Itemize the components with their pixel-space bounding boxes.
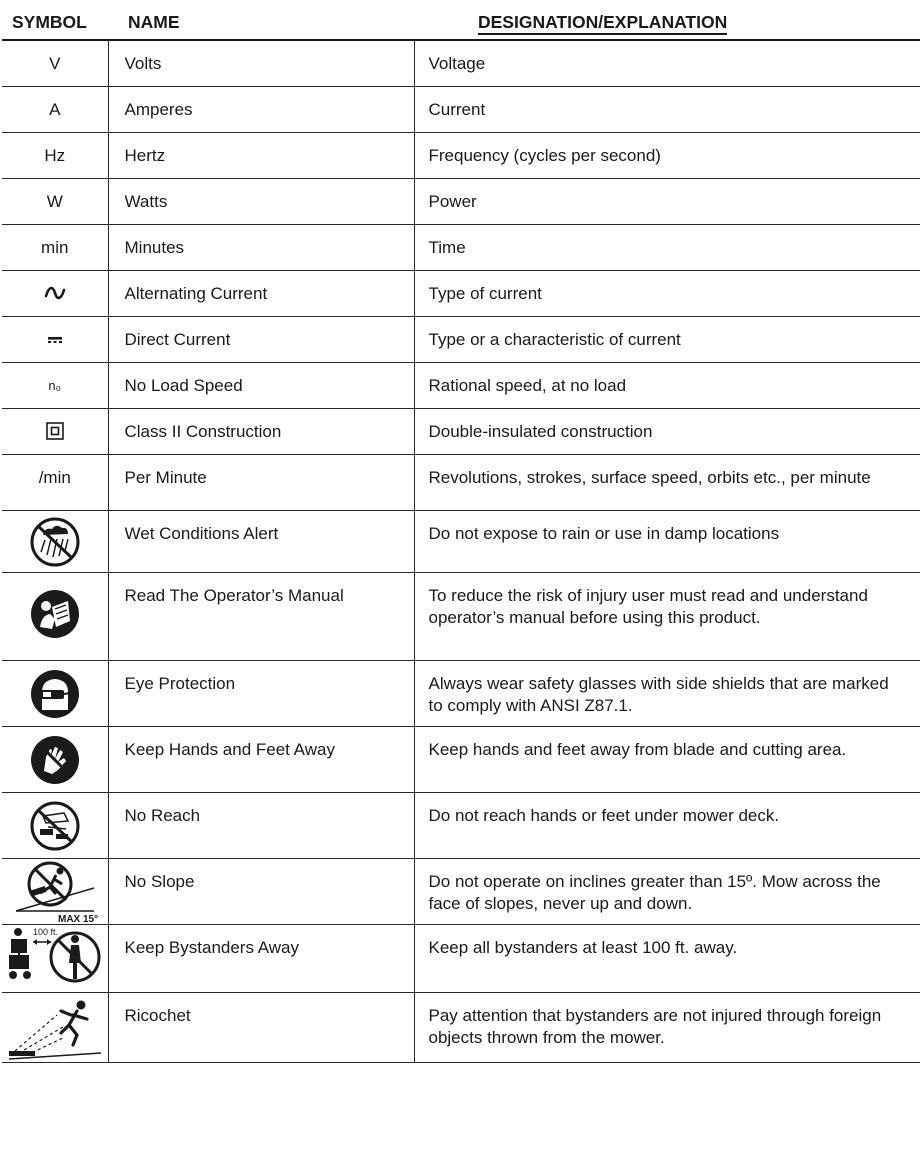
symbol-cell [2,454,108,510]
name-cell: Hertz [108,132,414,178]
symbol-cell [2,572,108,660]
designation-cell: Type or a characteristic of current [414,316,920,362]
table-row [2,40,920,86]
table-row [2,992,920,1062]
table-row [2,454,920,510]
alternating-current-icon [43,281,67,305]
symbol-cell [2,858,108,924]
symbol-cell [2,86,108,132]
table-row [2,270,920,316]
designation-column-header [414,2,920,40]
no-slope-icon [10,860,100,924]
symbol-cell [2,132,108,178]
table-row [2,792,920,858]
keep-hands-feet-away-icon [28,733,82,787]
ricochet-icon [7,993,103,1061]
symbol-cell [2,510,108,572]
symbol-cell [2,408,108,454]
no-reach-icon [28,799,82,853]
table-row [2,858,920,924]
name-cell: Class II Construction [108,408,414,454]
symbol-cell [2,224,108,270]
symbol-cell [2,40,108,86]
table-row [2,362,920,408]
slope-icon-label: MAX 15° [57,913,98,924]
designation-cell: Rational speed, at no load [414,362,920,408]
eye-protection-icon [28,667,82,721]
designation-cell: Current [414,86,920,132]
direct-current-icon [45,329,65,349]
name-cell: Per Minute [108,454,414,510]
name-cell: No Load Speed [108,362,414,408]
designation-cell: Keep hands and feet away from blade and cutting area. [414,726,920,792]
table-row [2,510,920,572]
symbol-text: n₀ [48,377,62,393]
table-row [2,726,920,792]
symbol-text: V [49,54,61,73]
table-row [2,924,920,992]
name-cell: Alternating Current [108,270,414,316]
designation-cell: Revolutions, strokes, surface speed, orbits etc., per minute [414,454,920,510]
name-cell: Ricochet [108,992,414,1062]
table-row [2,316,920,362]
name-cell: Volts [108,40,414,86]
designation-cell: Do not reach hands or feet under mower deck. [414,792,920,858]
designation-cell: Power [414,178,920,224]
designation-cell: Voltage [414,40,920,86]
name-cell: Keep Bystanders Away [108,924,414,992]
designation-cell: To reduce the risk of injury user must read and understand operator’s manual before using this product. [414,572,920,660]
symbol-text: Hz [44,145,66,165]
symbols-table [2,2,920,1063]
designation-cell: Do not operate on inclines greater than 15º. Mow across the face of slopes, never up and down. [414,858,920,924]
designation-cell: Do not expose to rain or use in damp locations [414,510,920,572]
symbol-text: min [41,237,69,257]
symbol-cell [2,726,108,792]
table-header-row [2,2,920,40]
name-cell: Watts [108,178,414,224]
designation-cell: Pay attention that bystanders are not injured through foreign objects thrown from the mower. [414,992,920,1062]
name-cell: No Slope [108,858,414,924]
name-cell: Keep Hands and Feet Away [108,726,414,792]
read-manual-icon [28,587,82,641]
table-row [2,572,920,660]
table-row [2,178,920,224]
symbol-cell [2,178,108,224]
symbol-cell [2,792,108,858]
symbol-text: /min [38,467,71,487]
designation-cell: Type of current [414,270,920,316]
name-cell: Minutes [108,224,414,270]
table-row [2,132,920,178]
symbol-cell [2,270,108,316]
name-cell: Read The Operator’s Manual [108,572,414,660]
bystander-distance-label: 100 ft. [32,926,58,937]
designation-header-label: DESIGNATION/EXPLANATION [478,12,727,35]
symbol-cell [2,316,108,362]
name-cell: Direct Current [108,316,414,362]
symbol-cell [2,660,108,726]
table-row [2,408,920,454]
designation-cell: Frequency (cycles per second) [414,132,920,178]
symbol-text: W [46,191,63,211]
keep-bystanders-away-icon [5,925,105,991]
designation-cell: Double-insulated construction [414,408,920,454]
table-row [2,86,920,132]
table-row [2,224,920,270]
class-ii-construction-icon [45,421,65,441]
wet-conditions-icon [28,515,82,569]
symbol-text: A [49,99,61,119]
name-cell: Amperes [108,86,414,132]
designation-cell: Time [414,224,920,270]
table-row [2,660,920,726]
symbol-cell [2,924,108,992]
name-column-header: NAME [108,2,414,40]
designation-cell: Always wear safety glasses with side shields that are marked to comply with ANSI Z87.1. [414,660,920,726]
name-cell: Wet Conditions Alert [108,510,414,572]
name-cell: No Reach [108,792,414,858]
name-cell: Eye Protection [108,660,414,726]
designation-cell: Keep all bystanders at least 100 ft. away. [414,924,920,992]
symbol-column-header: SYMBOL [2,2,108,40]
symbol-cell [2,362,108,408]
symbol-cell [2,992,108,1062]
